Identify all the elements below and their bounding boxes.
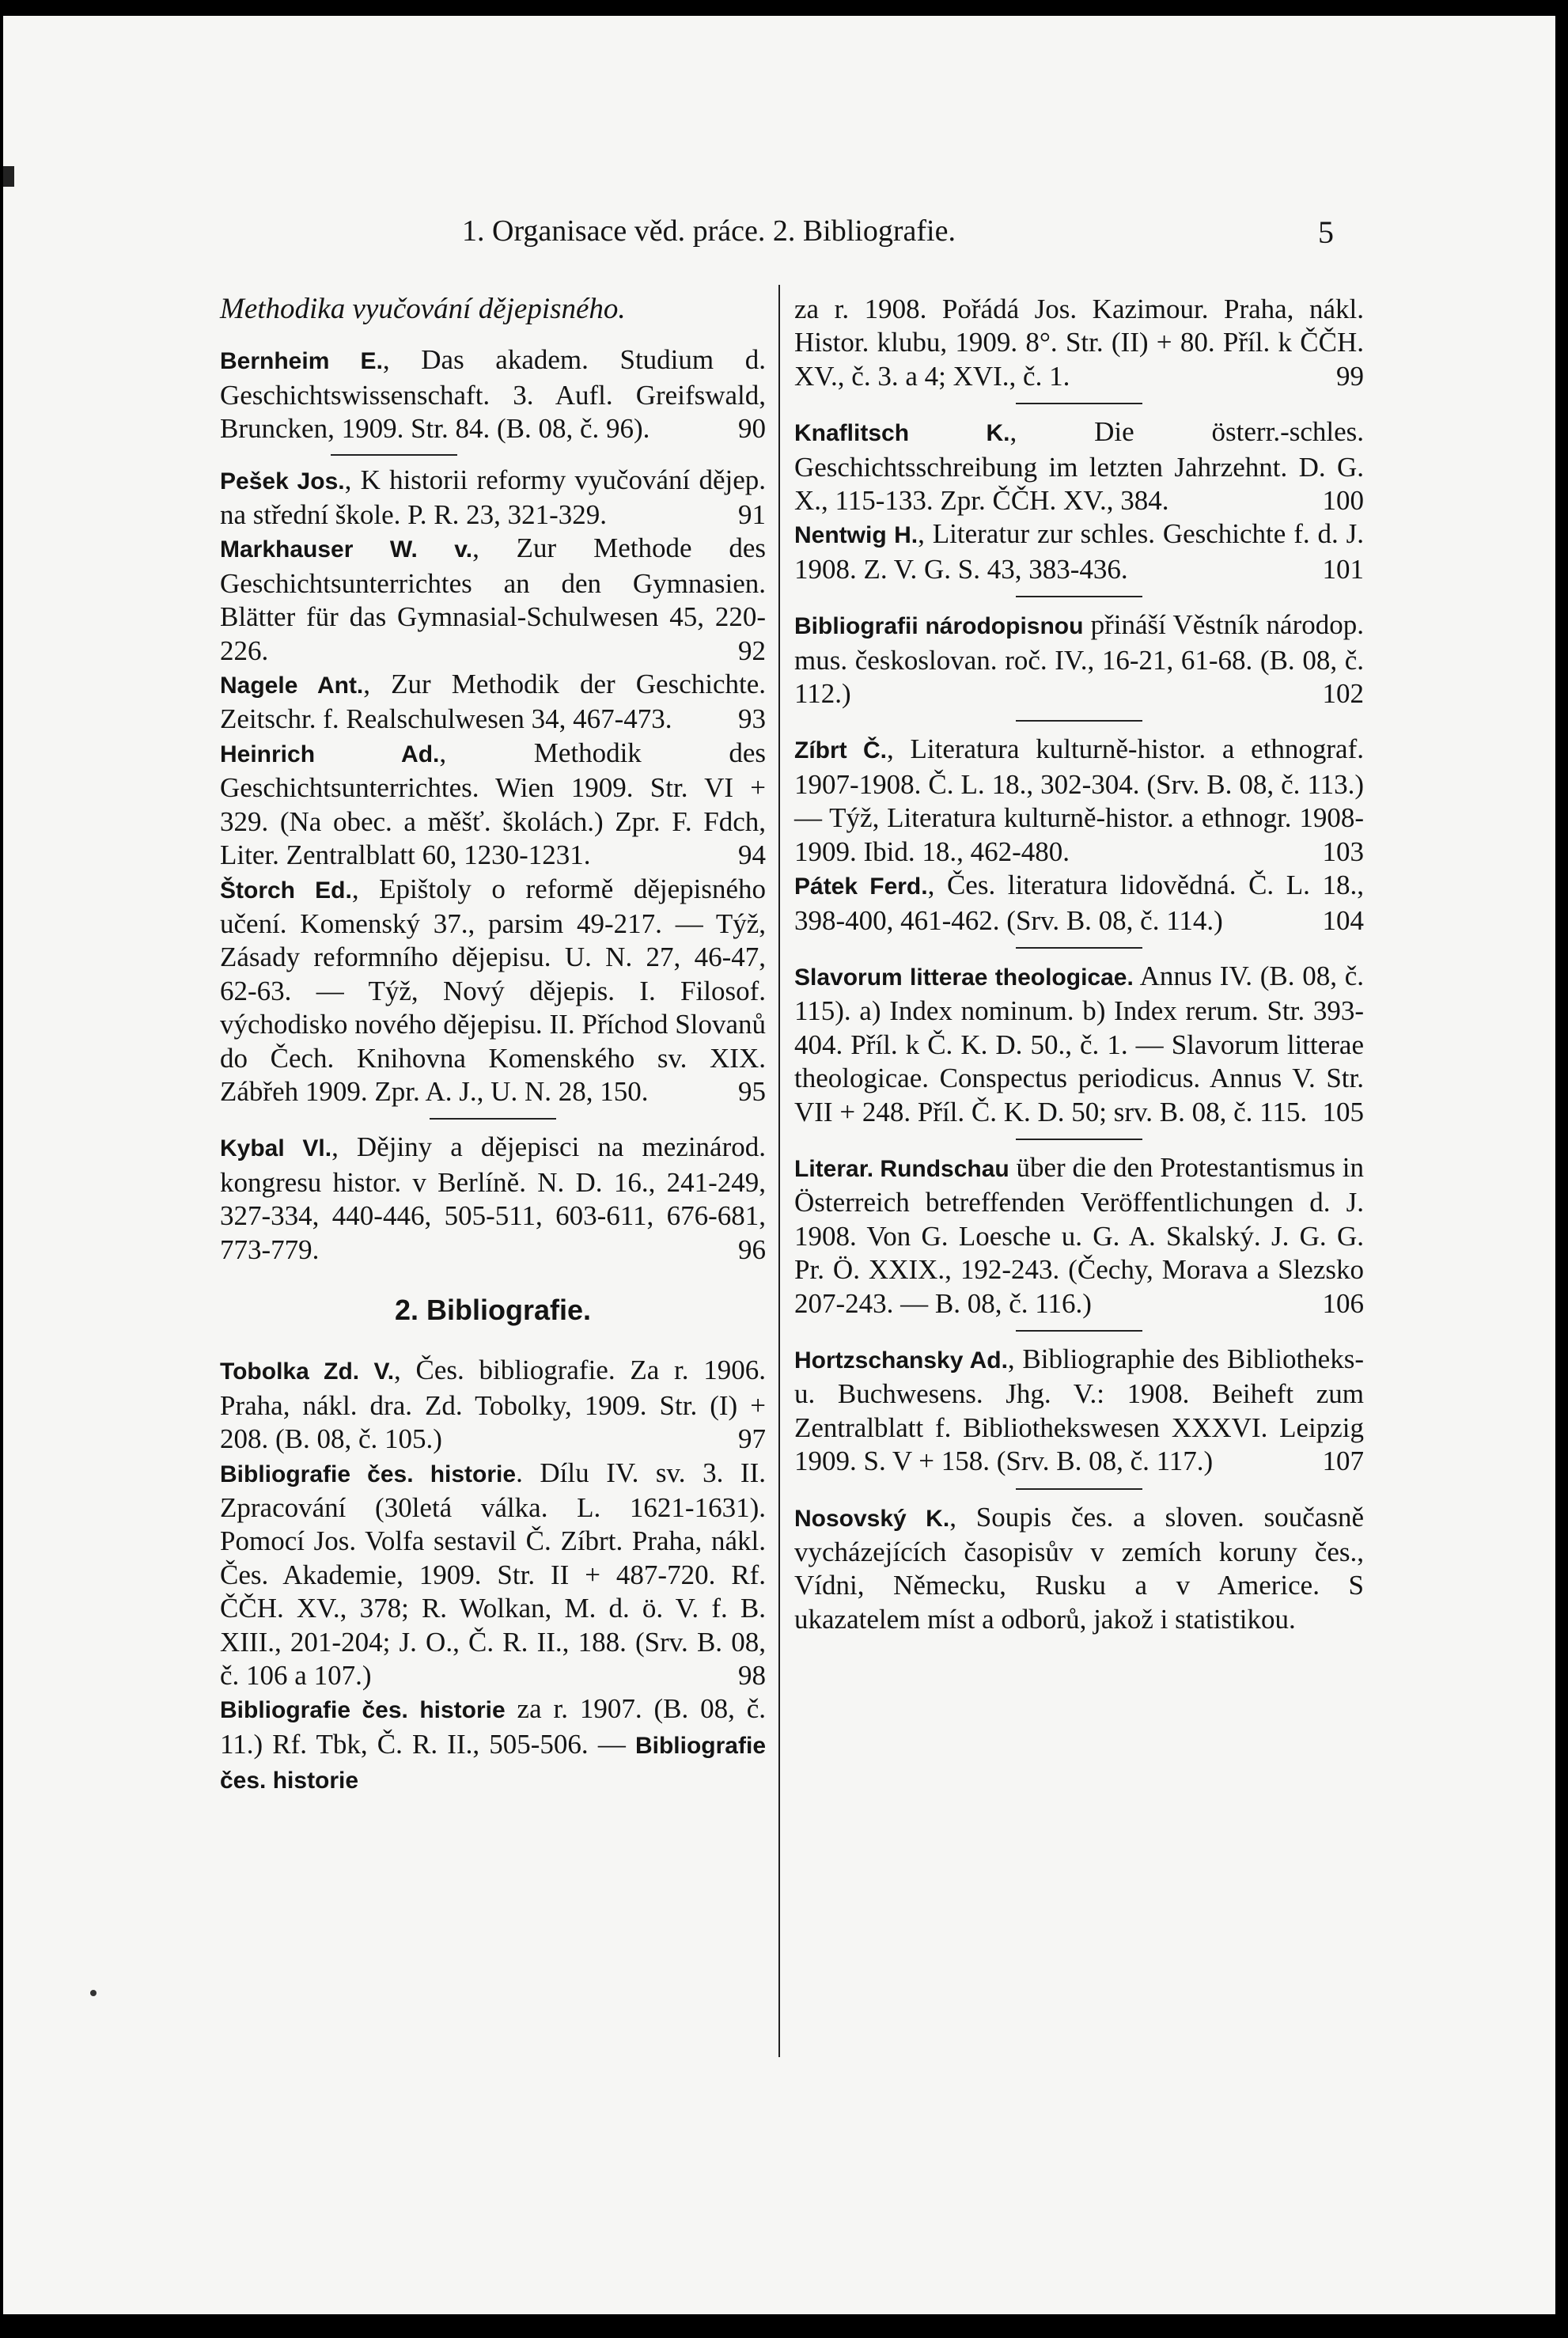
bib-entry [220,737,766,873]
left-column [220,293,766,1798]
entry-text: Annus IV. (B. 08, č. 115). a) Index nominum. b) Index rerum. Str. 393-404. Příl. k Č. K. D. 50., č. 1. — Slavorum litterae theologicae. Conspectus periodicus. Annus V. Str. VII + 248. Příl. Č. K. D. 50; srv. B. 08, č. 115. [794,960,1365,1127]
entry-author: Kybal Vl. [220,1135,332,1162]
bib-entry [220,1354,766,1456]
entry-author: Nentwig H. [794,522,918,549]
entry-text: , Soupis čes. a sloven. současně vycházejících časopisův v zemích koruny čes., Vídni, Německu, Rusku a v Americe. S ukazatelem míst a odborů, jakož i statistikou. [794,1501,1364,1635]
separator-rule [1016,1488,1142,1490]
entry-text: , Bibliographie des Bibliotheks- u. Buchwesens. Jhg. V.: 1908. Beiheft zum Zentralblatt f. Bibliothekswesen XXXVI. Leipzig 1909. S. V + 158. (Srv. B. 08, č. 117.) [794,1343,1364,1477]
entry-number: 91 [738,499,766,531]
entry-text: , Literatura kulturně-histor. a ethnograf. 1907-1908. Č. L. 18., 302-304. (Srv. B. 08, č. 113.) — Týž, Literatura kulturně-histor. a ethnogr. 1908-1909. Ibid. 18., 462-480. [794,733,1364,867]
entry-number: 106 [1322,1287,1364,1319]
entry-author: Pátek Ferd. [794,873,928,900]
entry-author: Nosovský K. [794,1505,950,1532]
separator-rule [1016,403,1142,404]
entry-text: , Das akadem. Studium d. Geschichtswissenschaft. 3. Aufl. Greifswald, Bruncken, 1909. Str. 84. (B. 08, č. 96). [220,344,766,445]
entry-author: Tobolka Zd. V. [220,1358,395,1385]
bib-entry [794,517,1364,586]
bib-entry [794,1501,1364,1637]
running-header: 1. Organisace věd. práce. 2. Bibliografie. [462,214,956,248]
separator-rule [1016,1139,1142,1140]
entry-author: Hortzschansky Ad. [794,1347,1008,1374]
entry-text: přináší Věstník národop. mus. českoslovan. roč. IV., 16-21, 61-68. (B. 08, č. 112.) [794,609,1364,710]
entry-number: 105 [1322,1096,1364,1127]
entry-number: 99 [1336,360,1364,392]
bib-entry [794,415,1364,517]
entry-author: Bibliografie čes. historie [220,1697,506,1724]
separator-rule [331,454,457,456]
entry-text: za r. 1907. (B. 08, č. 11.) Rf. Tbk, Č. R. II., 505-506. — [220,1693,767,1760]
entry-author: Bibliografii národopisnou [794,613,1084,640]
entry-text: , Die österr.-schles. Geschichtsschreibung im letzten Jahrzehnt. D. G. X., 115-133. Zpr. ČČH. XV., 384. [794,416,1365,517]
entry-text: . Dílu IV. sv. 3. II. Zpracování (30letá válka. L. 1621-1631). Pomocí Jos. Volfa sestavil Č. Zíbrt. Praha, nákl. Čes. Akademie, 1909. Str. II + 487-720. Rf. ČČH. XV., 378; R. Wolkan, M. d. ö. V. f. B. XIII., 201-204; J. O., Č. R. II., 188. (Srv. B. 08, č. 106 a 107.) [220,1457,766,1692]
right-column [794,293,1364,1636]
entry-number: 104 [1322,904,1364,936]
separator-rule [1016,947,1142,949]
entry-number: 94 [738,839,766,871]
separator-rule [1016,596,1142,597]
entry-author: Zíbrt Č. [794,737,887,764]
margin-dot [90,1990,97,1996]
section-heading: 2. Bibliografie. [394,1293,592,1326]
entry-text: , Methodik des Geschichtsunterrichtes. Wien 1909. Str. VI + 329. (Na obec. a měšť. školách.) Zpr. F. Fdch, Liter. Zentralblatt 60, 1230-1231. [220,737,767,871]
entry-number: 107 [1322,1446,1364,1477]
bib-entry [794,869,1364,938]
bib-entry [794,1343,1364,1479]
entry-text: , Zur Methodik der Geschichte. Zeitschr. f. Realschulwesen 34, 467-473. [220,669,767,735]
bib-entry [220,1692,766,1798]
entry-text: über die den Protestantismus in Österreich betreffenden Veröffentlichungen d. J. 1908. Von G. Loesche u. G. A. Skalský. J. G. G. Pr. Ö. XXIX., 192-243. (Čechy, Morava a Slezsko 207-243. — B. 08, č. 116.) [794,1151,1364,1319]
separator-rule [1016,1330,1142,1332]
entry-author: Markhauser W. v. [220,536,473,563]
page [3,16,1555,2314]
bib-entry [794,1151,1364,1321]
entry-author: Štorch Ed. [220,877,352,904]
bib-entry [794,960,1364,1129]
bib-entry [794,608,1364,710]
separator-rule [430,1118,556,1120]
entry-number: 100 [1322,485,1364,517]
entry-number: 102 [1322,678,1364,710]
entry-number: 95 [738,1075,766,1107]
entry-text: , Literatur zur schles. Geschichte f. d. J. 1908. Z. V. G. S. 43, 383-436. [794,518,1364,585]
entry-author: Heinrich Ad. [220,741,440,767]
entry-text: , Čes. literatura lidovědná. Č. L. 18., 398-400, 461-462. (Srv. B. 08, č. 114.) [794,870,1364,936]
entry-text: , K historii reformy vyučování dějep. na střední škole. P. R. 23, 321-329. [220,464,766,531]
entry-author: Bernheim E. [220,348,383,375]
entry-number: 96 [738,1233,766,1265]
entry-text: , Zur Methode des Geschichtsunterrichtes an den Gymnasien. Blätter für das Gymnasial-Schulwesen 45, 220-226. [220,532,766,666]
entry-text: za r. 1908. Pořádá Jos. Kazimour. Praha, nákl. Histor. klubu, 1909. 8°. Str. (II) + 80. Příl. k ČČH. XV., č. 3. a 4; XVI., č. 1. [794,294,1364,392]
entry-number: 98 [738,1660,766,1692]
bib-entry [220,1131,766,1267]
bib-entry [220,464,766,532]
section-title: Methodika vyučování dějepisného. [220,293,626,325]
page-number: 5 [1318,214,1334,250]
bib-entry [220,1457,766,1693]
entry-author: Pešek Jos. [220,468,345,495]
entry-author: Knaflitsch K. [794,420,1010,447]
entry-number: 101 [1322,553,1364,585]
entry-author: Literar. Rundschau [794,1155,1009,1182]
entry-author: Bibliografie čes. historie [220,1732,766,1794]
entry-author: Nagele Ant. [220,673,364,699]
entry-number: 93 [738,703,766,735]
binding-mark [3,166,14,187]
bib-entry [220,532,766,668]
entry-text: , Dějiny a dějepisci na mezinárod. kongresu histor. v Berlíně. N. D. 16., 241-249, 327-334, 440-446, 505-511, 603-611, 676-681, 773-779. [220,1131,766,1265]
entry-author: Bibliografie čes. historie [220,1461,517,1487]
bib-entry [794,733,1364,869]
entry-author: Slavorum litterae theologicae. [794,964,1134,991]
bib-entry [220,873,766,1109]
entry-number: 103 [1322,836,1364,867]
bib-entry [794,293,1364,393]
entry-text: , Epištoly o reformě dějepisného učení. Komenský 37., parsim 49-217. — Týž, Zásady reformního dějepisu. U. N. 27, 46-47, 62-63. — Týž, Nový dějepis. I. Filosof. východisko nového dějepisu. II. Příchod Slovanů do Čech. Knihovna Komenského sv. XIX. Zábřeh 1909. Zpr. A. J., U. N. 28, 150. [220,873,766,1107]
separator-rule [1016,720,1142,722]
entry-number: 90 [738,413,766,445]
entry-number: 92 [738,635,766,666]
bib-entry [220,343,766,445]
entry-text: , Čes. bibliografie. Za r. 1906. Praha, nákl. dra. Zd. Tobolky, 1909. Str. (I) + 208. (B. 08, č. 105.) [220,1355,766,1455]
entry-number: 97 [738,1423,766,1455]
column-divider [778,285,780,2057]
bib-entry [220,668,766,737]
